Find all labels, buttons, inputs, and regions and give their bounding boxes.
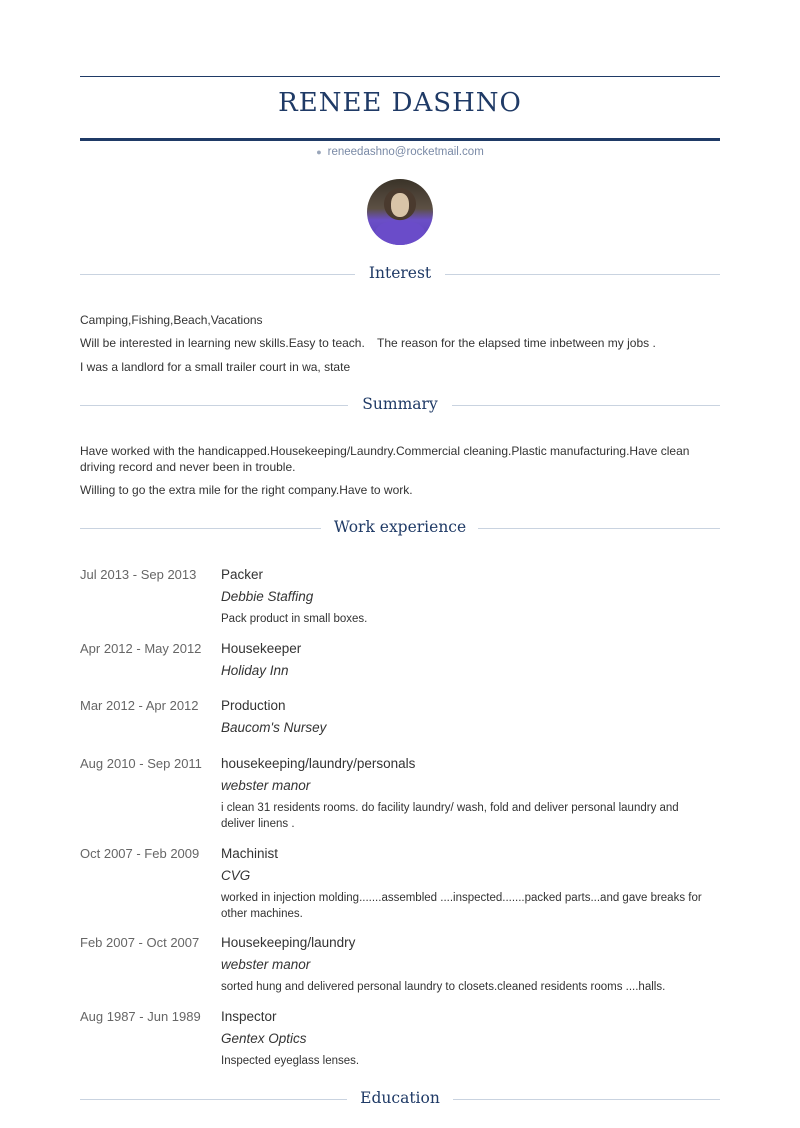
job-date: Feb 2007 - Oct 2007 [80,935,200,950]
job-date: Aug 1987 - Jun 1989 [80,1009,201,1024]
job-date: Jul 2013 - Sep 2013 [80,567,197,582]
job-description: i clean 31 residents rooms. do facility laundry/ wash, fold and deliver personal laundry and deliver linens . [221,802,679,830]
summary-heading: Summary [362,395,438,413]
education-section-header [80,1089,720,1109]
bullet-icon: ● [316,147,322,157]
job-company: Debbie Staffing [221,589,314,604]
avatar-face [391,193,409,217]
divider-right [478,528,720,529]
education-heading: Education [360,1089,440,1107]
header-top-rule [80,76,720,77]
job-company: CVG [221,868,251,883]
email-link[interactable]: reneedashno@rocketmail.com [327,146,484,158]
job-company: Holiday Inn [221,663,289,678]
job-company: webster manor [221,778,311,793]
avatar-shirt [375,221,425,245]
interest-line-2a: Will be interested in learning new skills.Easy to teach. [80,336,365,350]
job-title: Machinist [221,846,279,861]
job-title: Housekeeping/laundry [221,935,356,950]
summary-paragraph-2: Willing to go the extra mile for the right company.Have to work. [80,483,413,497]
job-title: Inspector [221,1009,277,1024]
job-title: Packer [221,567,264,582]
contact-line [80,146,720,158]
job-date: Apr 2012 - May 2012 [80,641,202,656]
divider-right [452,405,720,406]
header-bottom-rule [80,138,720,141]
job-description: worked in injection molding.......assembled ....inspected.......packed parts...and gave breaks for other machines. [221,892,702,920]
job-title: Housekeeper [221,641,302,656]
job-company: Gentex Optics [221,1031,307,1046]
candidate-name: RENEE DASHNO [278,88,522,118]
job-description: Inspected eyeglass lenses. [221,1055,360,1067]
interest-section-header [80,264,720,284]
summary-paragraph-1: Have worked with the handicapped.Housekeeping/Laundry.Commercial cleaning.Plastic manufacturing.Have clean driving record and never been in trouble. [80,444,690,474]
job-title: Production [221,698,286,713]
divider-right [453,1099,720,1100]
avatar [367,179,433,245]
summary-section-header [80,395,720,415]
job-date: Oct 2007 - Feb 2009 [80,846,200,861]
interest-line-3: I was a landlord for a small trailer court in wa, state [80,360,351,374]
job-title: housekeeping/laundry/personals [221,756,416,771]
job-description: sorted hung and delivered personal laundry to closets.cleaned residents rooms ....halls. [221,981,666,993]
divider-right [445,274,720,275]
job-description: Pack product in small boxes. [221,613,368,625]
interest-line-2b: The reason for the elapsed time inbetween my jobs . [377,336,656,350]
job-company: Baucom's Nursey [221,720,327,735]
job-company: webster manor [221,957,311,972]
work-section-header [80,518,720,538]
work-heading: Work experience [333,518,467,536]
job-date: Mar 2012 - Apr 2012 [80,698,199,713]
job-date: Aug 2010 - Sep 2011 [80,756,202,771]
interest-line-1: Camping,Fishing,Beach,Vacations [80,313,263,327]
interest-heading: Interest [368,264,432,282]
